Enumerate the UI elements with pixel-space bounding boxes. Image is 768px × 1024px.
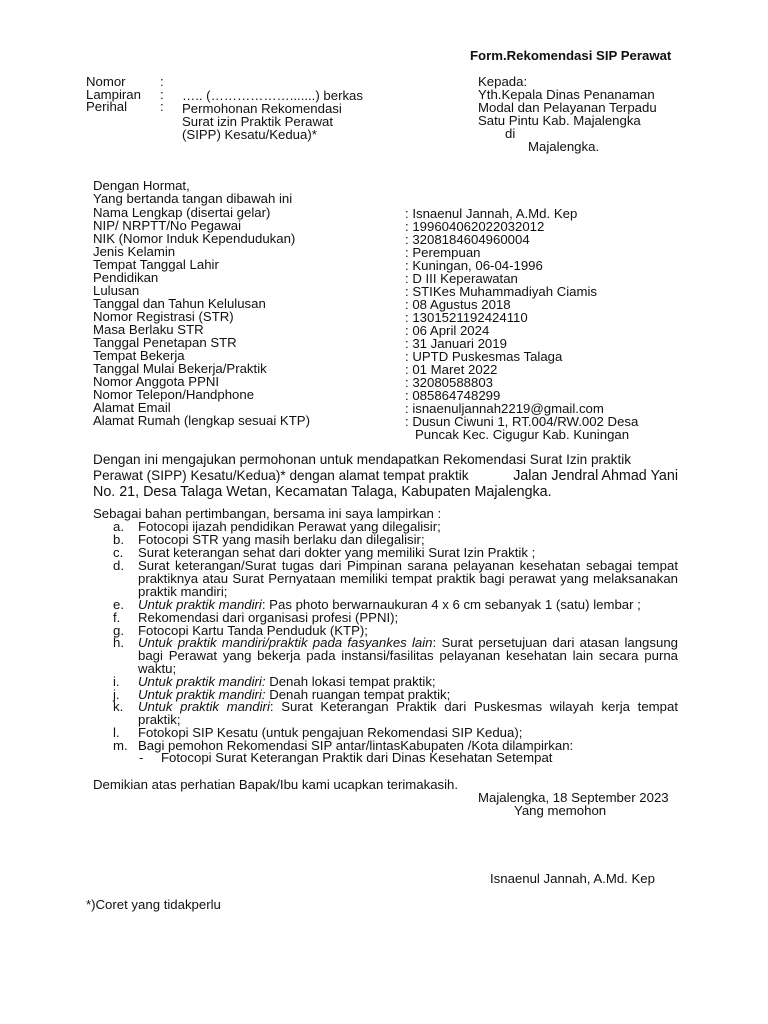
identity-label: Tanggal Penetapan STR bbox=[93, 335, 237, 350]
item-rest: : Surat persetujuan dari atasan langsung bagi Perawat yang bekerja pada instansi/fasilitas pelayanan kesehatan lain secara purna waktu; bbox=[138, 635, 678, 676]
item-italic: Untuk praktik mandiri bbox=[138, 699, 270, 714]
field-colon: : bbox=[160, 99, 164, 114]
identity-value: : UPTD Puskesmas Talaga bbox=[405, 349, 563, 364]
identity-value: : 3208184604960004 bbox=[405, 232, 530, 247]
item-marker: h. bbox=[113, 635, 124, 650]
recipient-line: Satu Pintu Kab. Majalengka bbox=[478, 113, 641, 128]
request-line bbox=[93, 468, 678, 484]
identity-value: : 085864748299 bbox=[405, 388, 501, 403]
item-marker: e. bbox=[113, 597, 124, 612]
form-title: Form.Rekomendasi SIP Perawat bbox=[470, 48, 672, 63]
identity-label: Alamat Rumah (lengkap sesuai KTP) bbox=[93, 413, 310, 428]
identity-label: Tempat Tanggal Lahir bbox=[93, 257, 219, 272]
greeting: Dengan Hormat, bbox=[93, 178, 190, 193]
identity-value: : D III Keperawatan bbox=[405, 271, 518, 286]
item-italic: Untuk praktik mandiri/praktik pada fasyankes lain bbox=[138, 635, 433, 650]
practice-street: Jalan Jendral Ahmad Yani bbox=[513, 468, 678, 484]
request-line-a: Perawat (SIPP) Kesatu/Kedua)* dengan alamat tempat praktik bbox=[93, 468, 469, 483]
item-text: Surat keterangan sehat dari dokter yang memiliki Surat Izin Praktik ; bbox=[138, 545, 536, 560]
identity-label: Pendidikan bbox=[93, 270, 159, 285]
item-marker: c. bbox=[113, 545, 124, 560]
identity-value: : 06 April 2024 bbox=[405, 323, 490, 338]
attachment-item bbox=[113, 559, 678, 598]
identity-label: Tanggal Mulai Bekerja/Praktik bbox=[93, 361, 267, 376]
item-marker: f. bbox=[113, 610, 121, 625]
item-italic: Untuk praktik mandiri: bbox=[138, 674, 266, 689]
attachment-item bbox=[113, 636, 678, 675]
footnote: *)Coret yang tidakperlu bbox=[86, 897, 221, 912]
identity-value: : 08 Agustus 2018 bbox=[405, 297, 511, 312]
recipient-line: di bbox=[505, 126, 516, 141]
perihal-line: Surat izin Praktik Perawat bbox=[182, 114, 333, 129]
identity-label: Tanggal dan Tahun Kelulusan bbox=[93, 296, 266, 311]
item-marker: b. bbox=[113, 532, 124, 547]
item-rest: Denah ruangan tempat praktik; bbox=[265, 687, 451, 702]
perihal-line: Permohonan Rekomendasi bbox=[182, 101, 342, 116]
item-text: Fotocopi STR yang masih berlaku dan dilegalisir; bbox=[138, 532, 425, 547]
item-text: Surat keterangan/Surat tugas dari Pimpinan sarana pelayanan kesehatan sebagai tempat praktiknya atau Surat Pernyataan memiliki tempat praktik bagi perawat yang melaksanakan praktik mandiri; bbox=[138, 558, 678, 599]
item-rest: : Surat Keterangan Praktik dari Puskesmas wilayah kerja tempat praktik; bbox=[138, 699, 678, 727]
sub-item-marker: - bbox=[139, 750, 144, 765]
identity-label: Nomor Telepon/Handphone bbox=[93, 387, 255, 402]
item-text: Fotokopi SIP Kesatu (untuk pengajuan Rekomendasi SIP Kedua); bbox=[138, 725, 523, 740]
identity-value: : STIKes Muhammadiyah Ciamis bbox=[405, 284, 598, 299]
field-label-perihal: Perihal bbox=[86, 99, 128, 114]
item-rest: : Pas photo berwarnaukuran 4 x 6 cm sebanyak 1 (satu) lembar ; bbox=[261, 597, 641, 612]
identity-label: Alamat Email bbox=[93, 400, 171, 415]
identity-label: Tempat Bekerja bbox=[93, 348, 185, 363]
field-value-lampiran: ….. (……………….......) berkas bbox=[182, 88, 363, 103]
recipient-line: Kepada: bbox=[478, 74, 528, 89]
item-text: Rekomendasi dari organisasi profesi (PPNI); bbox=[138, 610, 399, 625]
identity-label: Lulusan bbox=[93, 283, 140, 298]
item-text: Fotocopi Kartu Tanda Penduduk (KTP); bbox=[138, 623, 368, 638]
identity-value: : 199604062022032012 bbox=[405, 219, 545, 234]
recipient-line: Majalengka. bbox=[528, 139, 600, 154]
item-text bbox=[138, 700, 678, 726]
identity-label: NIP/ NRPTT/No Pegawai bbox=[93, 218, 242, 233]
identity-value: : isnaenuljannah2219@gmail.com bbox=[405, 401, 604, 416]
identity-label: Nama Lengkap (disertai gelar) bbox=[93, 205, 271, 220]
identity-value: : 01 Maret 2022 bbox=[405, 362, 498, 377]
identity-values bbox=[405, 207, 638, 441]
identity-value: : Kuningan, 06-04-1996 bbox=[405, 258, 543, 273]
request-line: Dengan ini mengajukan permohonan untuk mendapatkan Rekomendasi Surat Izin praktik bbox=[93, 452, 632, 467]
field-label-nomor: Nomor bbox=[86, 74, 126, 89]
applicant-label: Yang memohon bbox=[514, 803, 607, 818]
item-marker: l. bbox=[113, 725, 120, 740]
identity-value: : Perempuan bbox=[405, 245, 481, 260]
perihal-line: (SIPP) Kesatu/Kedua)* bbox=[182, 127, 317, 142]
identity-label: Masa Berlaku STR bbox=[93, 322, 204, 337]
item-italic: Untuk praktik mandiri bbox=[138, 597, 262, 612]
item-marker: i. bbox=[113, 674, 120, 689]
item-marker: m. bbox=[113, 738, 128, 753]
identity-value: : Isnaenul Jannah, A.Md. Kep bbox=[405, 206, 578, 221]
item-marker: d. bbox=[113, 558, 124, 573]
identity-label: Nomor Anggota PPNI bbox=[93, 374, 220, 389]
request-paragraph bbox=[93, 452, 678, 500]
practice-address: No. 21, Desa Talaga Wetan, Kecamatan Talaga, Kabupaten Majalengka. bbox=[93, 484, 552, 500]
recipient-line: Yth.Kepala Dinas Penanaman bbox=[478, 87, 655, 102]
identity-value: : 31 Januari 2019 bbox=[405, 336, 507, 351]
field-colon: : bbox=[160, 87, 164, 102]
item-text: Bagi pemohon Rekomendasi SIP antar/lintasKabupaten /Kota dilampirkan: bbox=[138, 738, 574, 753]
sub-item-text: Fotocopi Surat Keterangan Praktik dari Dinas Kesehatan Setempat bbox=[161, 750, 553, 765]
item-italic: Untuk praktik mandiri: bbox=[138, 687, 266, 702]
item-rest: Denah lokasi tempat praktik; bbox=[265, 674, 436, 689]
item-marker: k. bbox=[113, 699, 124, 714]
item-marker: j. bbox=[113, 687, 120, 702]
signer-name: Isnaenul Jannah, A.Md. Kep bbox=[490, 871, 655, 886]
identity-value: : 32080588803 bbox=[405, 375, 494, 390]
item-marker: g. bbox=[113, 623, 124, 638]
field-colon: : bbox=[160, 74, 164, 89]
closing-text: Demikian atas perhatian Bapak/Ibu kami ucapkan terimakasih. bbox=[93, 777, 459, 792]
item-text bbox=[138, 636, 678, 675]
identity-value: : 1301521192424110 bbox=[405, 310, 528, 325]
identity-label: NIK (Nomor Induk Kependudukan) bbox=[93, 231, 296, 246]
item-marker: a. bbox=[113, 519, 124, 534]
recipient-line: Modal dan Pelayanan Terpadu bbox=[478, 100, 657, 115]
identity-label: Jenis Kelamin bbox=[93, 244, 176, 259]
identity-value: : Dusun Ciwuni 1, RT.004/RW.002 Desa bbox=[405, 414, 639, 429]
identity-labels bbox=[93, 206, 310, 427]
identity-label: Nomor Registrasi (STR) bbox=[93, 309, 234, 324]
attachments-intro: Sebagai bahan pertimbangan, bersama ini saya lampirkan : bbox=[93, 506, 442, 521]
item-text: Fotocopi ijazah pendidikan Perawat yang dilegalisir; bbox=[138, 519, 441, 534]
address-continuation: Puncak Kec. Cigugur Kab. Kuningan bbox=[415, 427, 630, 442]
place-date: Majalengka, 18 September 2023 bbox=[478, 790, 669, 805]
attachment-item bbox=[113, 700, 678, 726]
intro-text: Yang bertanda tangan dibawah ini bbox=[93, 191, 293, 206]
field-label-lampiran: Lampiran bbox=[86, 87, 141, 102]
